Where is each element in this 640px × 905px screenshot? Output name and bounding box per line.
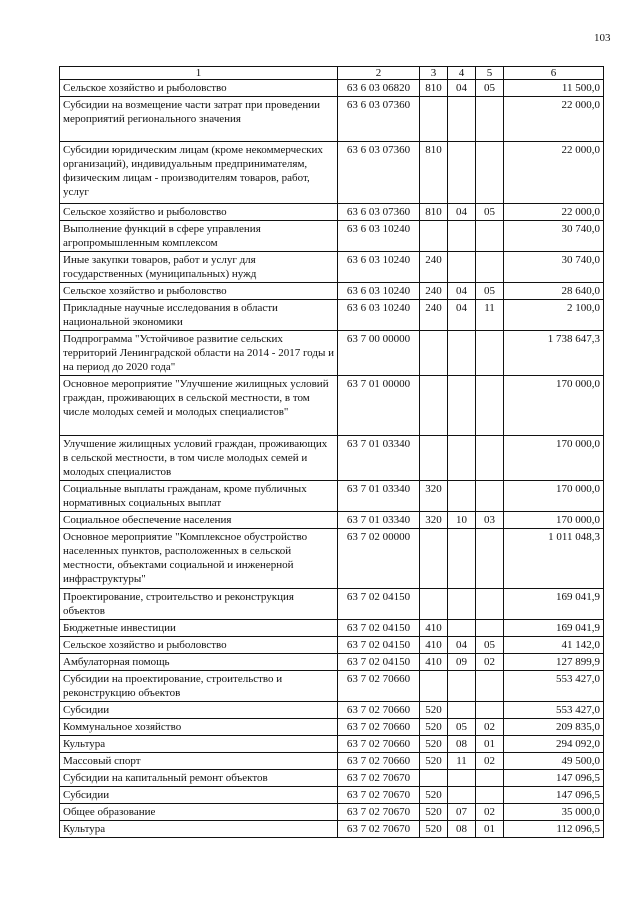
row-amount: 170 000,0 [504, 481, 604, 512]
row-subsection [476, 589, 504, 620]
table-row [60, 804, 604, 821]
row-code: 63 7 02 04150 [338, 654, 420, 671]
table-row [60, 671, 604, 702]
row-name: Выполнение функций в сфере управления агропромышленным комплексом [60, 221, 338, 252]
row-subsection: 05 [476, 283, 504, 300]
row-expense-type [420, 770, 448, 787]
row-amount: 28 640,0 [504, 283, 604, 300]
row-code: 63 6 03 07360 [338, 142, 420, 204]
row-section [448, 376, 476, 436]
table-row [60, 97, 604, 142]
row-expense-type: 520 [420, 787, 448, 804]
row-amount: 127 899,9 [504, 654, 604, 671]
row-expense-type: 520 [420, 702, 448, 719]
row-code: 63 7 02 70660 [338, 702, 420, 719]
row-subsection: 05 [476, 637, 504, 654]
row-section [448, 252, 476, 283]
row-section: 05 [448, 719, 476, 736]
row-expense-type: 810 [420, 142, 448, 204]
row-amount: 30 740,0 [504, 252, 604, 283]
row-code: 63 7 02 00000 [338, 529, 420, 589]
row-name: Проектирование, строительство и реконструкция объектов [60, 589, 338, 620]
row-code: 63 7 01 03340 [338, 512, 420, 529]
row-code: 63 6 03 10240 [338, 283, 420, 300]
row-subsection [476, 481, 504, 512]
row-code: 63 7 02 70670 [338, 804, 420, 821]
table-row [60, 620, 604, 637]
row-expense-type: 320 [420, 481, 448, 512]
table-header-row [60, 67, 604, 80]
table-row [60, 529, 604, 589]
row-expense-type: 810 [420, 204, 448, 221]
row-code: 63 7 01 00000 [338, 376, 420, 436]
row-amount: 209 835,0 [504, 719, 604, 736]
row-subsection: 02 [476, 753, 504, 770]
row-subsection: 02 [476, 719, 504, 736]
row-expense-type [420, 376, 448, 436]
table-row [60, 512, 604, 529]
row-amount: 112 096,5 [504, 821, 604, 838]
row-expense-type: 810 [420, 80, 448, 97]
column-header: 4 [448, 67, 476, 80]
table-row [60, 376, 604, 436]
row-code: 63 7 02 70670 [338, 770, 420, 787]
row-amount: 11 500,0 [504, 80, 604, 97]
row-code: 63 6 03 07360 [338, 97, 420, 142]
row-code: 63 6 03 06820 [338, 80, 420, 97]
row-subsection [476, 252, 504, 283]
row-expense-type: 520 [420, 821, 448, 838]
row-amount: 170 000,0 [504, 436, 604, 481]
row-section [448, 529, 476, 589]
row-amount: 41 142,0 [504, 637, 604, 654]
row-section [448, 97, 476, 142]
row-section: 09 [448, 654, 476, 671]
table-row [60, 300, 604, 331]
table-row [60, 702, 604, 719]
row-code: 63 7 02 70670 [338, 787, 420, 804]
row-section: 04 [448, 637, 476, 654]
row-section [448, 702, 476, 719]
row-expense-type: 240 [420, 252, 448, 283]
table-row [60, 142, 604, 204]
row-section [448, 436, 476, 481]
column-header: 6 [504, 67, 604, 80]
row-amount: 169 041,9 [504, 589, 604, 620]
row-code: 63 7 01 03340 [338, 481, 420, 512]
row-subsection: 05 [476, 80, 504, 97]
row-name: Субсидии на проектирование, строительство и реконструкцию объектов [60, 671, 338, 702]
row-name: Социальное обеспечение населения [60, 512, 338, 529]
column-header: 5 [476, 67, 504, 80]
table-row [60, 80, 604, 97]
row-name: Субсидии [60, 702, 338, 719]
row-amount: 22 000,0 [504, 142, 604, 204]
row-subsection: 02 [476, 654, 504, 671]
row-amount: 170 000,0 [504, 376, 604, 436]
row-expense-type: 520 [420, 736, 448, 753]
table-row [60, 787, 604, 804]
row-section [448, 481, 476, 512]
table-row [60, 436, 604, 481]
row-code: 63 7 02 70670 [338, 821, 420, 838]
row-section [448, 221, 476, 252]
row-section: 04 [448, 283, 476, 300]
row-code: 63 7 02 70660 [338, 753, 420, 770]
row-amount: 1 011 048,3 [504, 529, 604, 589]
row-amount: 147 096,5 [504, 770, 604, 787]
row-code: 63 6 03 10240 [338, 300, 420, 331]
row-section: 10 [448, 512, 476, 529]
table-row [60, 719, 604, 736]
row-name: Массовый спорт [60, 753, 338, 770]
table-row [60, 753, 604, 770]
row-expense-type [420, 221, 448, 252]
row-amount: 35 000,0 [504, 804, 604, 821]
row-expense-type: 410 [420, 637, 448, 654]
row-name: Сельское хозяйство и рыболовство [60, 204, 338, 221]
row-expense-type: 320 [420, 512, 448, 529]
row-expense-type: 410 [420, 654, 448, 671]
row-subsection [476, 221, 504, 252]
row-subsection: 11 [476, 300, 504, 331]
row-name: Основное мероприятие "Комплексное обустройство населенных пунктов, расположенных в сельской местности, объектами социальной и инженерной инфраструктуры" [60, 529, 338, 589]
row-subsection [476, 529, 504, 589]
row-section [448, 589, 476, 620]
row-section: 04 [448, 300, 476, 331]
row-code: 63 6 03 10240 [338, 221, 420, 252]
row-name: Улучшение жилищных условий граждан, проживающих в сельской местности, в том числе молодых семей и молодых специалистов [60, 436, 338, 481]
row-amount: 553 427,0 [504, 702, 604, 719]
table-row [60, 654, 604, 671]
page-number: 103 [594, 32, 611, 44]
table-row [60, 252, 604, 283]
row-expense-type [420, 331, 448, 376]
row-section [448, 142, 476, 204]
row-code: 63 7 02 70660 [338, 671, 420, 702]
row-subsection [476, 376, 504, 436]
row-section: 04 [448, 80, 476, 97]
budget-table [59, 66, 604, 838]
row-amount: 30 740,0 [504, 221, 604, 252]
row-amount: 553 427,0 [504, 671, 604, 702]
row-code: 63 7 02 70660 [338, 736, 420, 753]
table-row [60, 481, 604, 512]
row-subsection [476, 620, 504, 637]
row-name: Культура [60, 821, 338, 838]
column-header: 2 [338, 67, 420, 80]
row-name: Общее образование [60, 804, 338, 821]
row-code: 63 7 02 04150 [338, 589, 420, 620]
row-amount: 2 100,0 [504, 300, 604, 331]
row-name: Культура [60, 736, 338, 753]
row-expense-type: 520 [420, 804, 448, 821]
row-name: Подпрограмма "Устойчивое развитие сельских территорий Ленинградской области на 2014 - 2017 годы и на период до 2020 года" [60, 331, 338, 376]
row-section: 11 [448, 753, 476, 770]
row-amount: 169 041,9 [504, 620, 604, 637]
row-name: Субсидии юридическим лицам (кроме некоммерческих организаций), индивидуальным предпринимателям, физическим лицам - производителям товаров, работ, услуг [60, 142, 338, 204]
row-amount: 1 738 647,3 [504, 331, 604, 376]
row-subsection: 05 [476, 204, 504, 221]
row-name: Коммунальное хозяйство [60, 719, 338, 736]
row-section [448, 787, 476, 804]
row-expense-type [420, 529, 448, 589]
row-name: Субсидии на капитальный ремонт объектов [60, 770, 338, 787]
row-subsection: 03 [476, 512, 504, 529]
row-expense-type: 240 [420, 283, 448, 300]
row-expense-type [420, 589, 448, 620]
row-code: 63 6 03 10240 [338, 252, 420, 283]
row-expense-type [420, 97, 448, 142]
row-subsection: 01 [476, 736, 504, 753]
row-amount: 147 096,5 [504, 787, 604, 804]
row-expense-type [420, 671, 448, 702]
table-row [60, 221, 604, 252]
table-row [60, 821, 604, 838]
table-row [60, 637, 604, 654]
row-name: Амбулаторная помощь [60, 654, 338, 671]
row-subsection [476, 97, 504, 142]
table-row [60, 736, 604, 753]
row-name: Субсидии [60, 787, 338, 804]
row-code: 63 7 01 03340 [338, 436, 420, 481]
table-row [60, 204, 604, 221]
row-subsection: 01 [476, 821, 504, 838]
table-row [60, 331, 604, 376]
row-name: Прикладные научные исследования в области национальной экономики [60, 300, 338, 331]
row-expense-type: 410 [420, 620, 448, 637]
row-code: 63 7 00 00000 [338, 331, 420, 376]
row-subsection [476, 331, 504, 376]
row-code: 63 7 02 04150 [338, 620, 420, 637]
row-section [448, 770, 476, 787]
row-expense-type [420, 436, 448, 481]
row-amount: 22 000,0 [504, 204, 604, 221]
row-subsection [476, 787, 504, 804]
row-section [448, 331, 476, 376]
row-subsection [476, 770, 504, 787]
row-subsection: 02 [476, 804, 504, 821]
row-subsection [476, 142, 504, 204]
column-header: 1 [60, 67, 338, 80]
row-name: Субсидии на возмещение части затрат при проведении мероприятий регионального значения [60, 97, 338, 142]
row-section [448, 671, 476, 702]
row-name: Сельское хозяйство и рыболовство [60, 283, 338, 300]
row-amount: 294 092,0 [504, 736, 604, 753]
row-expense-type: 520 [420, 719, 448, 736]
row-name: Основное мероприятие "Улучшение жилищных условий граждан, проживающих в сельской местности, в том числе молодых семей и молодых специалистов" [60, 376, 338, 436]
row-amount: 49 500,0 [504, 753, 604, 770]
table-row [60, 589, 604, 620]
column-header: 3 [420, 67, 448, 80]
row-code: 63 6 03 07360 [338, 204, 420, 221]
row-section [448, 620, 476, 637]
row-code: 63 7 02 04150 [338, 637, 420, 654]
row-section: 07 [448, 804, 476, 821]
row-amount: 170 000,0 [504, 512, 604, 529]
row-name: Сельское хозяйство и рыболовство [60, 80, 338, 97]
row-subsection [476, 436, 504, 481]
row-name: Сельское хозяйство и рыболовство [60, 637, 338, 654]
row-section: 08 [448, 736, 476, 753]
row-subsection [476, 671, 504, 702]
row-name: Бюджетные инвестиции [60, 620, 338, 637]
table-row [60, 283, 604, 300]
row-name: Иные закупки товаров, работ и услуг для государственных (муниципальных) нужд [60, 252, 338, 283]
row-amount: 22 000,0 [504, 97, 604, 142]
row-name: Социальные выплаты гражданам, кроме публичных нормативных социальных выплат [60, 481, 338, 512]
row-expense-type: 240 [420, 300, 448, 331]
row-section: 04 [448, 204, 476, 221]
row-subsection [476, 702, 504, 719]
row-code: 63 7 02 70660 [338, 719, 420, 736]
row-section: 08 [448, 821, 476, 838]
row-expense-type: 520 [420, 753, 448, 770]
table-row [60, 770, 604, 787]
